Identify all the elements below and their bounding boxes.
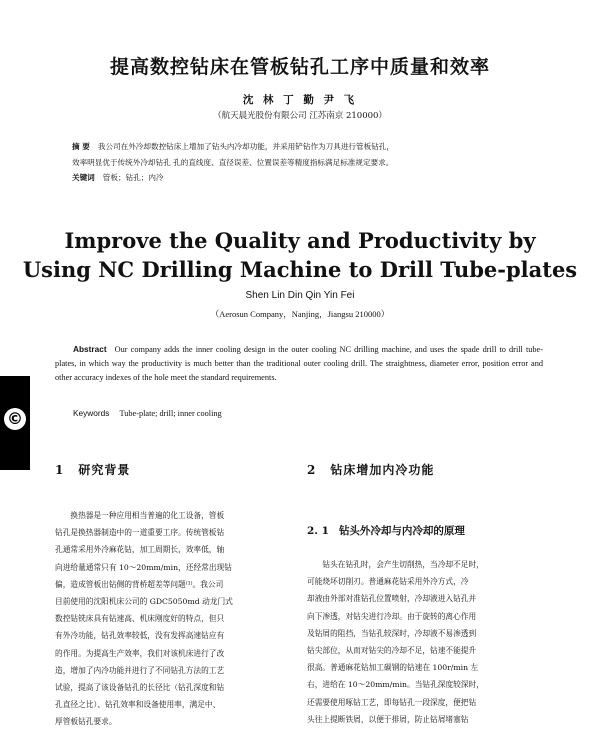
affiliation-en: （Aerosun Company，Nanjing，Jiangsu 210000） bbox=[210, 309, 390, 319]
body-line: 向下渗透，对钻尖进行冷却。由于旋转的离心作用 bbox=[307, 611, 477, 621]
authors-en: Shen Lin Din Qin Yin Fei bbox=[245, 290, 355, 301]
body-line: 可能烧坏切削刃。普通麻花钻采用外冷方式，冷 bbox=[307, 577, 469, 587]
abstract-en-label: Abstract bbox=[73, 344, 107, 354]
body-line: 很高。普通麻花钻加工碳钢的钻速在 100r/min 左 bbox=[307, 663, 479, 673]
body-line: 目前使用的沈阳机床公司的 GDC5050md 动龙门式 bbox=[55, 597, 233, 607]
body-line: 数控钻铣床具有钻速高、机床刚度好的特点，但只 bbox=[55, 614, 225, 624]
abstract-cn-line-1: 我公司在外冷却数控钻床上增加了钻头内冷却功能，并采用铲钻作为刀具进行管板钻孔， bbox=[97, 142, 394, 151]
affiliation-cn: （航天晨光股份有限公司 江苏南京 210000） bbox=[213, 111, 387, 121]
section-2-title: 钻床增加内冷功能 bbox=[330, 463, 435, 477]
body-line: 钻孔是换热器制造中的一道重要工序。传统管板钻 bbox=[55, 528, 225, 538]
subsection-2-1-number: 2. 1 bbox=[307, 525, 329, 537]
body-line: 有外冷功能，钻孔效率较低，没有发挥高速钻应有 bbox=[55, 631, 225, 641]
abstract-en bbox=[55, 343, 543, 384]
keywords-cn-label: 关键词 bbox=[72, 173, 95, 182]
keywords-en bbox=[73, 408, 222, 418]
paper-title-cn: 提高数控钻床在管板钻孔工序中质量和效率 bbox=[109, 56, 490, 78]
abstract-cn-label: 摘 要 bbox=[72, 142, 90, 151]
body-line: 造，增加了内冷功能并进行了不同钻孔方法的工艺 bbox=[55, 665, 225, 675]
paper-title-en-line-2: Using NC Drilling Machine to Drill Tube-plates bbox=[22, 257, 578, 282]
paper-title-en-line-1: Improve the Quality and Productivity by bbox=[64, 228, 536, 253]
body-line: 钻尖部位，从而对钻尖的冷却不足，钻速不能提升 bbox=[307, 646, 477, 656]
copyright-icon: © bbox=[4, 408, 26, 430]
abstract-cn bbox=[72, 139, 538, 171]
abstract-en-text: Our company adds the inner cooling design in the outer cooling NC drilling machine, and uses the spade drill to drill tube-plates, in which way the productivity is much better than the traditional outer cooling drill. The straightness, diameter error, position error and other accuracy indexes of the hole meet the standard requirements. bbox=[55, 345, 543, 382]
body-line: 孔直径之比）、钻孔效率和设备使用率，满足中、 bbox=[55, 700, 221, 710]
body-line: 却液由外部对准钻孔位置喷射，冷却液进入钻孔并 bbox=[307, 594, 477, 604]
keywords-en-text: Tube-plate; drill; inner cooling bbox=[119, 409, 222, 418]
section-2-number: 2 bbox=[307, 463, 317, 477]
keywords-cn bbox=[72, 172, 164, 183]
section-2-1-body bbox=[307, 556, 545, 728]
body-line: 孔通常采用外冷麻花钻，加工周期长，效率低，轴 bbox=[55, 545, 225, 555]
body-line: 向进给量通常只有 10～20mm/min，还经常出现钻 bbox=[55, 562, 232, 572]
section-2-heading bbox=[307, 461, 434, 478]
section-1-heading bbox=[55, 461, 130, 478]
section-1-number: 1 bbox=[55, 463, 65, 477]
abstract-cn-line-2: 效率明显优于传统外冷却钻孔 孔的直线度、直径误差、位置误差等精度指标满足标准规定要求。 bbox=[72, 158, 394, 167]
body-line: 右，进给在 10～20mm/min。当钻孔深度较深时， bbox=[307, 680, 484, 690]
keywords-en-label: Keywords bbox=[73, 408, 110, 418]
body-line: 厚管板钻孔要求。 bbox=[55, 717, 117, 727]
body-line: 钻头在钻孔时，会产生切削热，当冷却不足时， bbox=[307, 560, 484, 569]
section-1-body bbox=[55, 507, 293, 731]
keywords-cn-text: 管板；钻孔；内冷 bbox=[102, 173, 164, 182]
body-line: 换热器是一种应用相当普遍的化工设备，管板 bbox=[55, 511, 225, 520]
subsection-2-1-title: 钻头外冷却与内冷却的原理 bbox=[338, 525, 465, 537]
section-1-title: 研究背景 bbox=[78, 463, 131, 477]
body-line: 头往上提断铁屑，以便于排屑，防止钻屑堵塞钻 bbox=[307, 714, 469, 724]
subsection-2-1-heading bbox=[307, 523, 465, 538]
body-line: 偏，造成管板出钻侧的背桥超差等问题⁽¹⁾。我公司 bbox=[55, 579, 224, 589]
body-line: 及钻屑的阻挡，当钻孔较深时，冷却液不易渗透到 bbox=[307, 628, 477, 638]
body-line: 的作用。为提高生产效率，我们对该机床进行了改 bbox=[55, 648, 225, 658]
body-line: 还需要使用啄钻工艺，即每钻孔一段深度，便把钻 bbox=[307, 697, 477, 707]
body-line: 试验，提高了该设备钻孔的长径比（钻孔深度和钻 bbox=[55, 683, 225, 693]
authors-cn: 沈 林 丁 勤 尹 飞 bbox=[242, 94, 358, 106]
paper-title-en bbox=[0, 226, 600, 284]
